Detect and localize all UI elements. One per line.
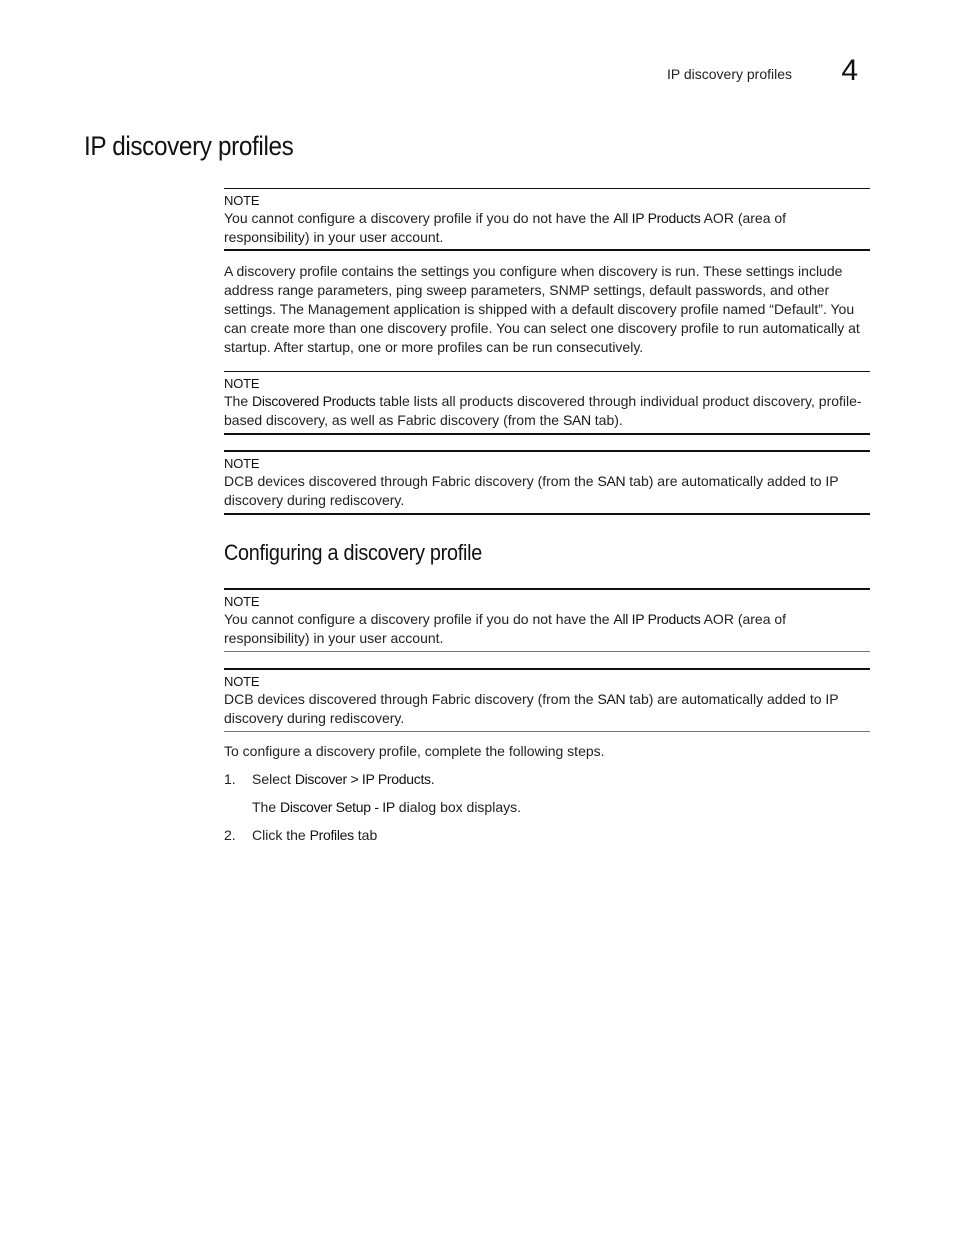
note-label: NOTE [224,594,260,609]
note-dcb-devices-2 [224,668,870,732]
bold-term: SAN [597,473,626,489]
running-head-title: IP discovery profiles [666,66,792,82]
note-body: You cannot configure a discovery profile if you do not have the All IP Products AOR (area of responsibility) in your user account. [224,210,787,245]
step-text: Click the Profiles tab [252,827,378,843]
note-body: DCB devices discovered through Fabric discovery (from the SAN tab) are automatically added to IP discovery during rediscovery. [224,691,839,726]
intro-paragraph: A discovery profile contains the settings you configure when discovery is run. These settings include address range parameters, ping sweep parameters, SNMP settings, default passwords, and other settings. The Management application is shipped with a default discovery profile named “Default”. You can create more than one discovery profile. You can select one discovery profile to run automatically at startup. After startup, one or more profiles can be run consecutively. [224,263,860,355]
steps-intro: To configure a discovery profile, complete the following steps. [224,743,605,759]
menu-path: Discover > IP Products [294,771,431,787]
bold-term: All IP Products [613,611,701,627]
step-text: Select Discover > IP Products. [252,771,435,787]
note-aor-2 [224,588,870,652]
note-label: NOTE [224,674,260,689]
step-number: 1. [224,771,236,787]
step-2 [224,826,864,845]
step-1 [224,770,864,789]
note-label: NOTE [224,193,260,208]
note-discovered-products [224,371,870,435]
bold-term: SAN [597,691,626,707]
note-body: You cannot configure a discovery profile if you do not have the All IP Products AOR (area of responsibility) in your user account. [224,611,787,646]
step-1-result [224,798,864,817]
step-number: 2. [224,827,236,843]
note-dcb-devices [224,450,870,515]
note-aor [224,188,870,251]
tab-name: Profiles [309,827,354,843]
note-body: The Discovered Products table lists all products discovered through individual product discovery, profile-based discovery, as well as Fabric discovery (from the SAN tab). [224,393,862,428]
page-title: IP discovery profiles [84,131,294,161]
note-label: NOTE [224,456,260,471]
note-body: DCB devices discovered through Fabric discovery (from the SAN tab) are automatically added to IP discovery during rediscovery. [224,473,839,508]
bold-term: SAN [562,412,591,428]
note-label: NOTE [224,376,260,391]
chapter-number: 4 [841,54,858,87]
bold-term: All IP Products [613,210,701,226]
step-result-text: The Discover Setup - IP dialog box displays. [252,799,521,815]
dialog-name: Discover Setup - IP [280,799,395,815]
section-heading: Configuring a discovery profile [224,540,482,565]
running-head [600,54,860,94]
bold-term: Discovered Products [252,393,376,409]
